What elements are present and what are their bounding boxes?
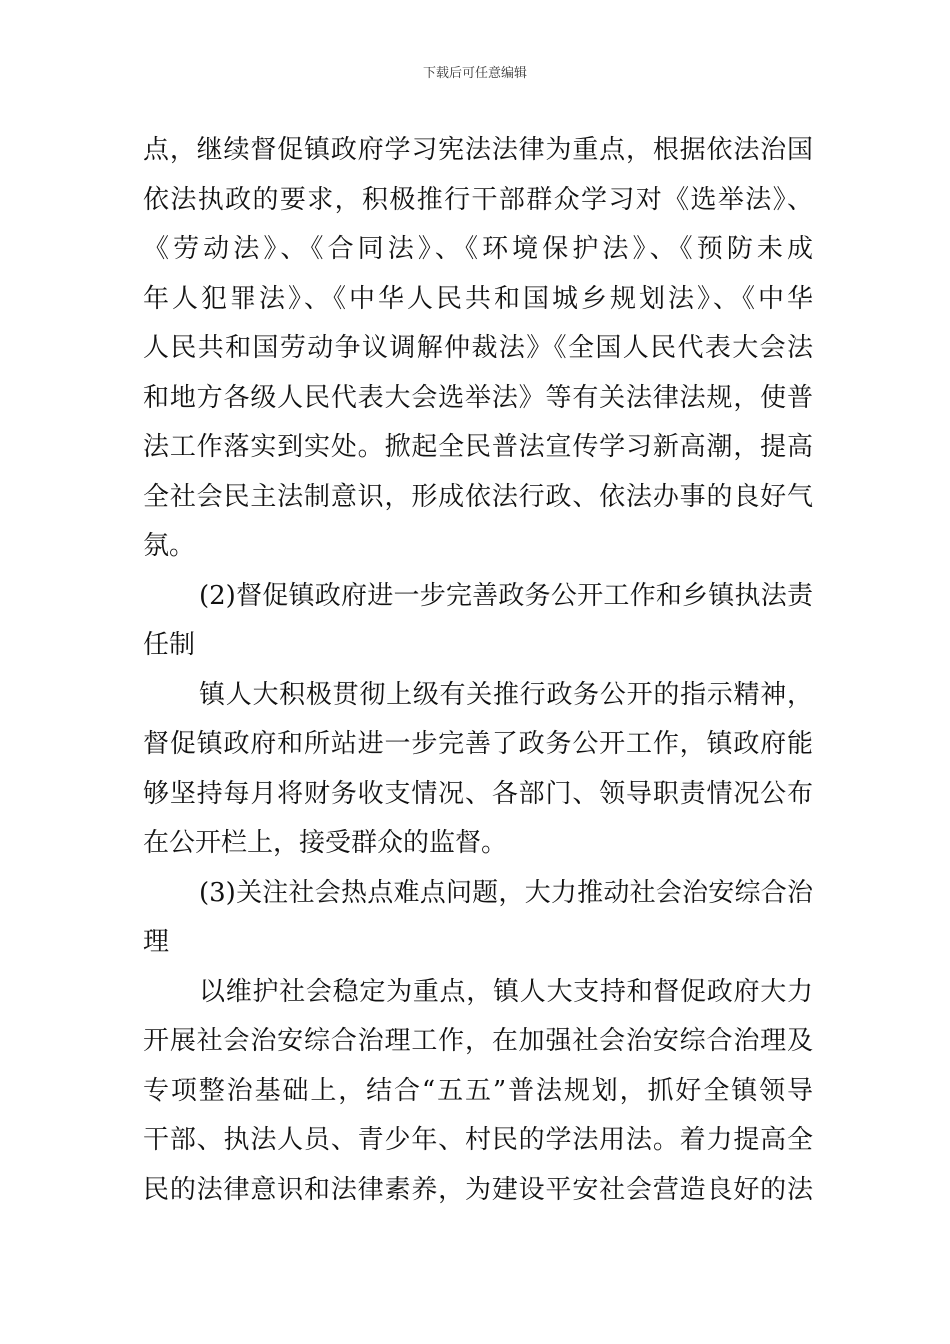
text-line: 和地方各级人民代表大会选举法》等有关法律法规，使普 bbox=[143, 382, 813, 413]
text-line: 依法执政的要求，积极推行干部群众学习对《选举法》、 bbox=[143, 184, 813, 215]
text-line: 镇人大积极贯彻上级有关推行政务公开的指示精神， bbox=[199, 679, 813, 710]
page-header-note: 下载后可任意编辑 bbox=[422, 66, 527, 81]
text-line: 专项整治基础上，结合“五五”普法规划，抓好全镇领导 bbox=[143, 1075, 813, 1106]
section-heading-2: (2)督促镇政府进一步完善政务公开工作和乡镇执法责 bbox=[199, 580, 813, 611]
text-line: 干部、执法人员、青少年、村民的学法用法。着力提高全 bbox=[143, 1125, 813, 1155]
section-heading-3-cont: 理 bbox=[143, 927, 170, 957]
section-heading-2-cont: 任制 bbox=[143, 630, 196, 660]
text-line: 人民共和国劳动争议调解仲裁法》《全国人民代表大会法 bbox=[143, 333, 813, 363]
text-line: 法工作落实到实处。掀起全民普法宣传学习新高潮，提高 bbox=[143, 432, 813, 462]
text-line: 开展社会治安综合治理工作，在加强社会治安综合治理及 bbox=[143, 1026, 813, 1056]
text-line: 全社会民主法制意识，形成依法行政、依法办事的良好气 bbox=[143, 481, 813, 512]
document-body bbox=[143, 126, 813, 1215]
text-line: 《劳动法》、《合同法》、《环境保护法》、《预防未成 bbox=[143, 234, 813, 264]
text-line: 够坚持每月将财务收支情况、各部门、领导职责情况公布 bbox=[143, 778, 813, 809]
text-line: 在公开栏上，接受群众的监督。 bbox=[143, 828, 508, 858]
text-line: 年人犯罪法》、《中华人民共和国城乡规划法》、《中华 bbox=[143, 283, 813, 314]
text-line: 氛。 bbox=[143, 531, 196, 561]
text-line: 督促镇政府和所站进一步完善了政务公开工作，镇政府能 bbox=[143, 729, 813, 759]
text-line: 以维护社会稳定为重点，镇人大支持和督促政府大力 bbox=[199, 976, 813, 1007]
text-line: 点，继续督促镇政府学习宪法法律为重点，根据依法治国 bbox=[143, 135, 813, 165]
section-heading-3: (3)关注社会热点难点问题，大力推动社会治安综合治 bbox=[199, 877, 813, 908]
text-line: 民的法律意识和法律素养，为建设平安社会营造良好的法 bbox=[143, 1174, 813, 1205]
